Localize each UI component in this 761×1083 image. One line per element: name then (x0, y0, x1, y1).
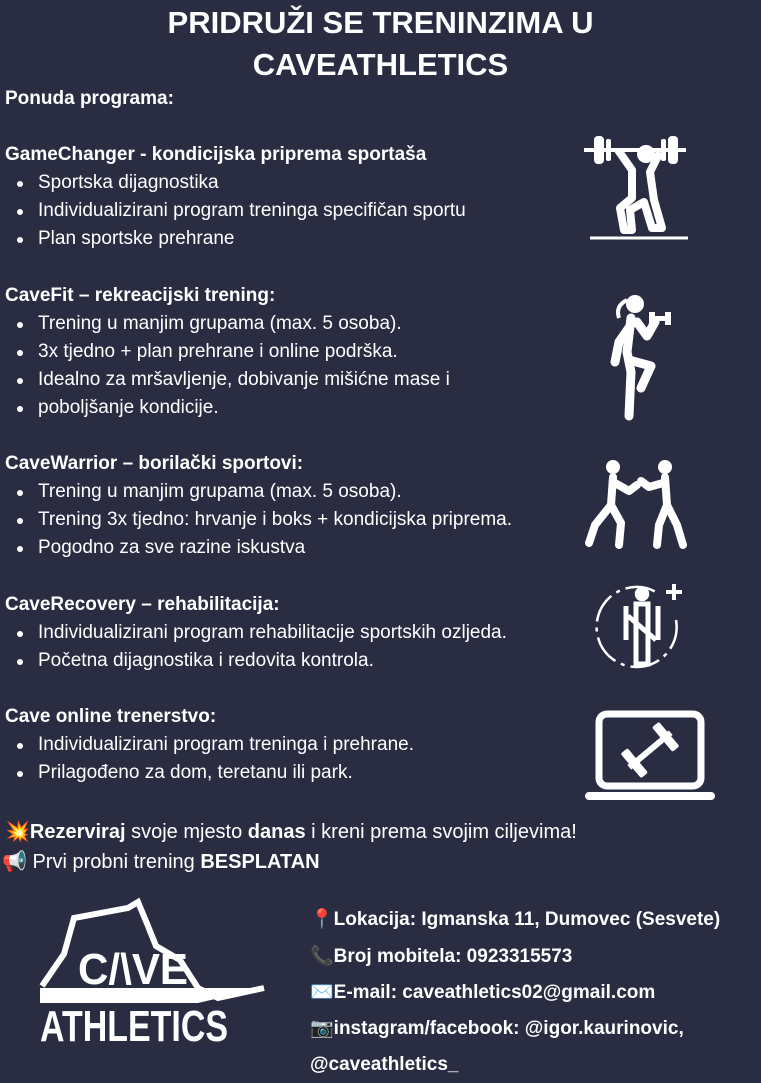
reserve-cta (5, 817, 577, 847)
phone-icon: 📞 (310, 946, 334, 967)
contact-email (310, 975, 655, 1011)
program-list (0, 169, 466, 253)
free-trial-cta (2, 847, 320, 877)
contact-social-2 (310, 1047, 458, 1083)
program-title: Cave online trenerstvo: (5, 706, 217, 727)
list-item: Pogodno za sve razine iskustva (38, 534, 512, 562)
list-item: Početna dijagnostika i redovita kontrola. (38, 647, 507, 675)
list-item: Individualizirani program rehabilitacije sportskih ozljeda. (38, 619, 507, 647)
list-item: Individualizirani program treninga i prehrane. (38, 731, 414, 759)
megaphone-icon: 📢 (2, 851, 27, 873)
program-title: CaveWarrior – borilački sportovi: (5, 453, 304, 474)
caveathletics-logo (38, 898, 238, 1051)
cta-text: Prvi probni trening (32, 851, 201, 873)
program-title: CaveRecovery – rehabilitacija: (5, 594, 280, 615)
weightlifter-icon (580, 128, 692, 242)
contact-text: instagram/facebook: @igor.kaurinovic, (333, 1018, 684, 1039)
laptop-dumbbell-icon (587, 710, 713, 802)
list-item: Prilagođeno za dom, teretanu ili park. (38, 759, 414, 787)
title-line-2: CAVEATHLETICS (252, 47, 509, 82)
cta-text: i kreni prema svojim ciljevima! (305, 821, 577, 843)
contact-text: Lokacija: Igmanska 11, Dumovec (Sesvete) (333, 909, 721, 930)
list-item: Individualizirani program treninga specifičan sportu (38, 197, 466, 225)
list-item: Plan sportske prehrane (38, 225, 466, 253)
envelope-icon: ✉️ (310, 982, 334, 1003)
program-list (0, 731, 414, 787)
logo-top-text: C/\VE (78, 945, 188, 994)
explosion-icon: 💥 (5, 821, 30, 843)
pin-icon: 📍 (310, 909, 334, 930)
program-title: GameChanger - kondicijska priprema sportaša (5, 144, 427, 165)
program-title: CaveFit – rekreacijski trening: (5, 285, 276, 306)
contact-text: @caveathletics_ (310, 1054, 459, 1075)
cta-bold: BESPLATAN (200, 851, 320, 873)
title-line-1: PRIDRUŽI SE TRENINZIMA U (167, 5, 594, 40)
list-item: Trening u manjim grupama (max. 5 osoba). (38, 310, 450, 338)
page-title (0, 2, 761, 86)
cta-bold: Rezerviraj (29, 821, 126, 843)
offer-heading: Ponuda programa: (5, 88, 174, 109)
list-item: Sportska dijagnostika (38, 169, 466, 197)
boxers-icon (585, 455, 690, 550)
list-item: Idealno za mršavljenje, dobivanje mišićne mase i (38, 366, 450, 394)
contact-phone (310, 939, 572, 975)
cta-text: svoje mjesto (125, 821, 248, 843)
program-list (0, 619, 507, 675)
program-list (0, 310, 450, 422)
camera-icon: 📷 (310, 1018, 334, 1039)
list-item: Trening 3x tjedno: hrvanje i boks + kondicijska priprema. (38, 506, 512, 534)
cta-bold: danas (247, 821, 306, 843)
contact-text: Broj mobitela: 0923315573 (333, 946, 573, 967)
fitness-woman-icon (605, 292, 677, 422)
list-item: 3x tjedno + plan prehrane i online podrška. (38, 338, 450, 366)
program-list (0, 478, 512, 562)
contact-text: E-mail: caveathletics02@gmail.com (333, 982, 656, 1003)
logo-bottom-text: ATHLETICS (40, 1002, 228, 1051)
rehab-icon (596, 580, 692, 680)
contact-location (310, 902, 720, 938)
list-item: poboljšanje kondicije. (38, 394, 450, 422)
list-item: Trening u manjim grupama (max. 5 osoba). (38, 478, 512, 506)
contact-social (310, 1011, 684, 1047)
